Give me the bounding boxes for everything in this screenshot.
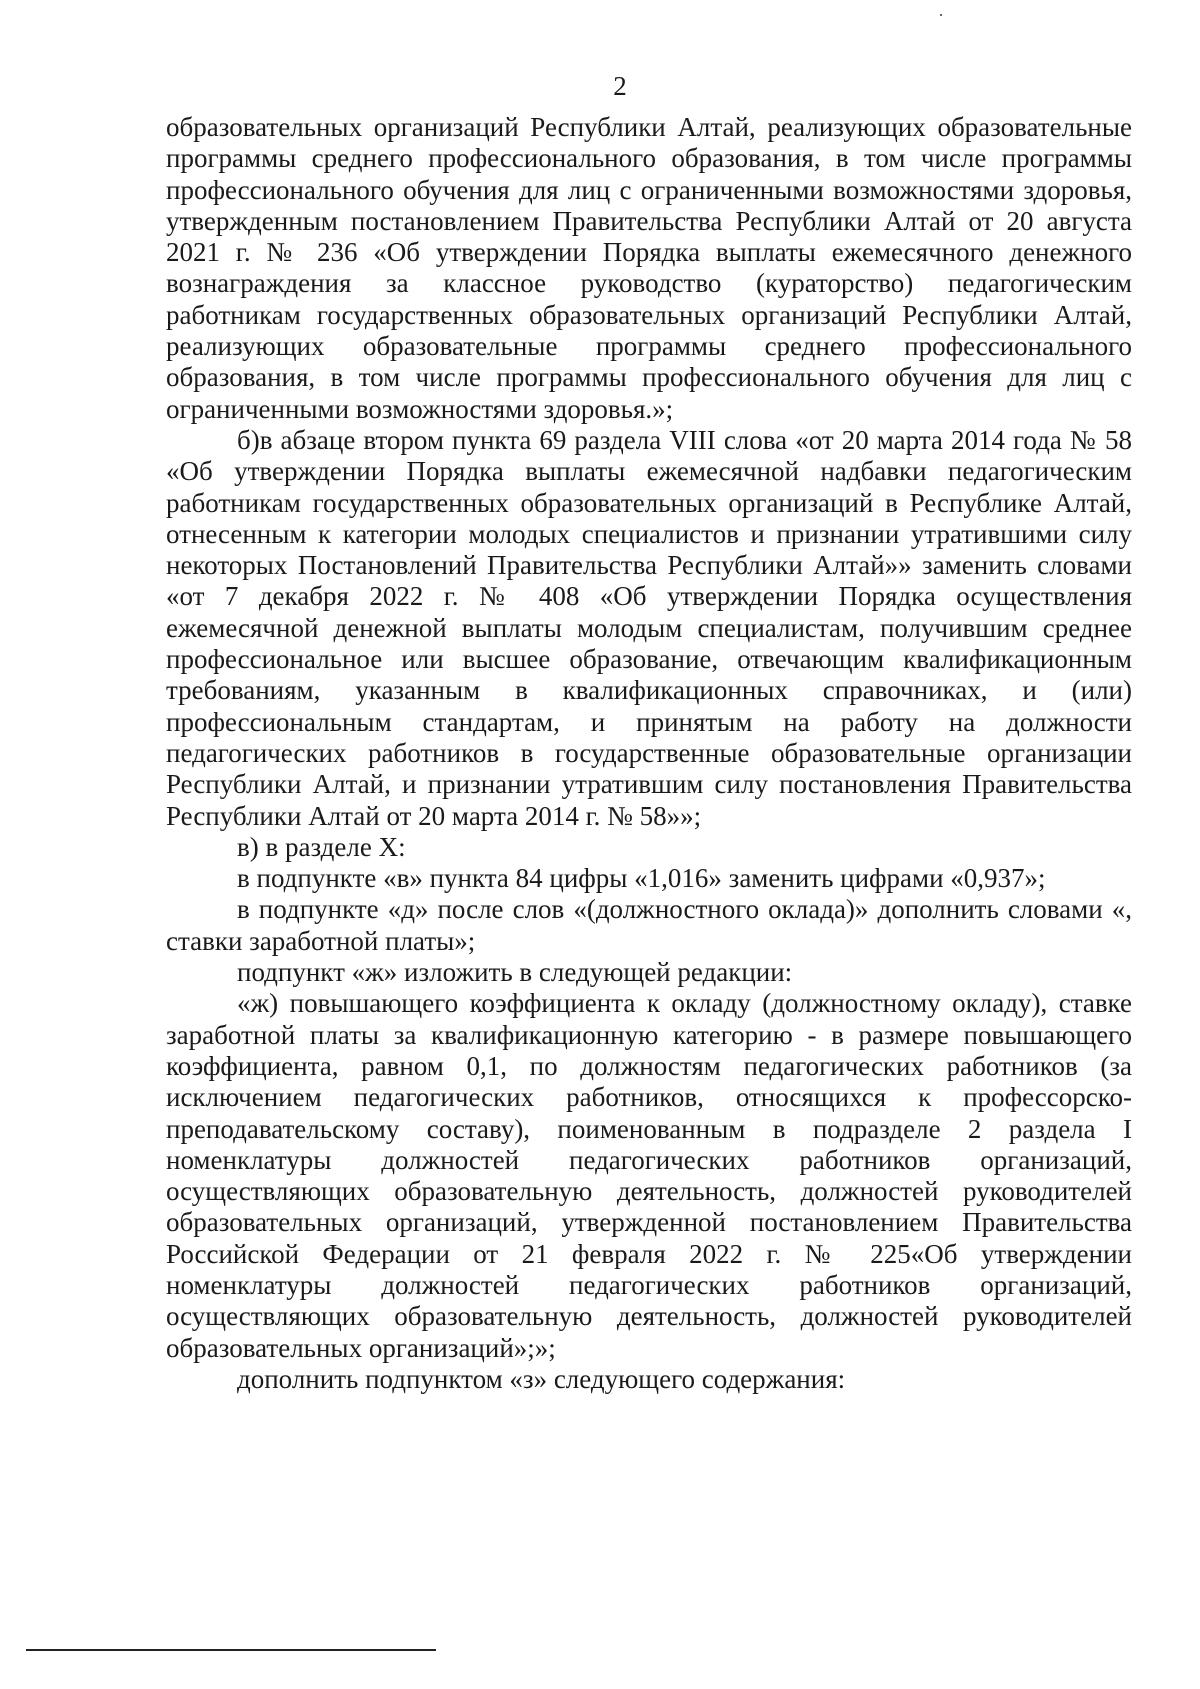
paragraph-v-heading: в) в разделе X: <box>237 831 406 862</box>
paragraph-subpoint-z-intro: дополнить подпунктом «з» следующего содержания: <box>237 1363 846 1394</box>
footer-rule <box>26 1649 436 1651</box>
scan-artifact <box>940 14 942 16</box>
paragraph-subpoint-d: в подпункте «д» после слов «(должностного оклада)» дополнить словами «, ставки заработной платы»; <box>166 894 1132 956</box>
paragraph-subpoint-v: в подпункте «в» пункта 84 цифры «1,016» заменить цифрами «0,937»; <box>237 863 1046 894</box>
paragraph-subpoint-zh-intro: подпункт «ж» изложить в следующей редакции: <box>237 957 793 988</box>
paragraph-b: б)в абзаце втором пункта 69 раздела VIII слова «от 20 марта 2014 года № 58 «Об утверждении Порядка выплаты ежемесячной надбавки педагогическим работникам государственных образовательных организаций в Республике Алтай, отнесенным к категории молодых специалистов и признании утратившими силу некоторых Постановлений Правительства Республики Алтай»» заменить словами «от 7 декабря 2022 г. № 408 «Об утверждении Порядка осуществления ежемесячной денежной выплаты молодым специалистам, получившим среднее профессиональное или высшее образование, отвечающим квалификационным требованиям, указанным в квалификационных справочниках, и (или) профессиональным стандартам, и принятым на работу на должности педагогических работников в государственные образовательные организации Республики Алтай, и признании утратившим силу постановления Правительства Республики Алтай от 20 марта 2014 г. № 58»»; <box>166 424 1132 831</box>
paragraph-subpoint-zh-text: «ж) повышающего коэффициента к окладу (должностному окладу), ставке заработной платы за квалификационную категорию - в размере повышающего коэффициента, равном 0,1, по должностям педагогических работников (за исключением педагогических работников, относящихся к профессорско-преподавательскому составу), поименованным в подразделе 2 раздела I номенклатуры должностей педагогических работников организаций, осуществляющих образовательную деятельность, должностей руководителей образовательных организаций, утвержденной постановлением Правительства Российской Федерации от 21 февраля 2022 г. № 225«Об утверждении номенклатуры должностей педагогических работников организаций, осуществляющих образовательную деятельность, должностей руководителей образовательных организаций»;»; <box>166 988 1132 1363</box>
document-body <box>166 112 1132 1395</box>
page-number: 2 <box>613 71 627 101</box>
paragraph-continuation: образовательных организаций Республики Алтай, реализующих образовательные программы среднего профессионального образования, в том числе программы профессионального обучения для лиц с ограниченными возможностями здоровья, утвержденным постановлением Правительства Республики Алтай от 20 августа 2021 г. № 236 «Об утверждении Порядка выплаты ежемесячного денежного вознаграждения за классное руководство (кураторство) педагогическим работникам государственных образовательных организаций Республики Алтай, реализующих образовательные программы среднего профессионального образования, в том числе программы профессионального обучения для лиц с ограниченными возможностями здоровья.»; <box>166 112 1132 424</box>
